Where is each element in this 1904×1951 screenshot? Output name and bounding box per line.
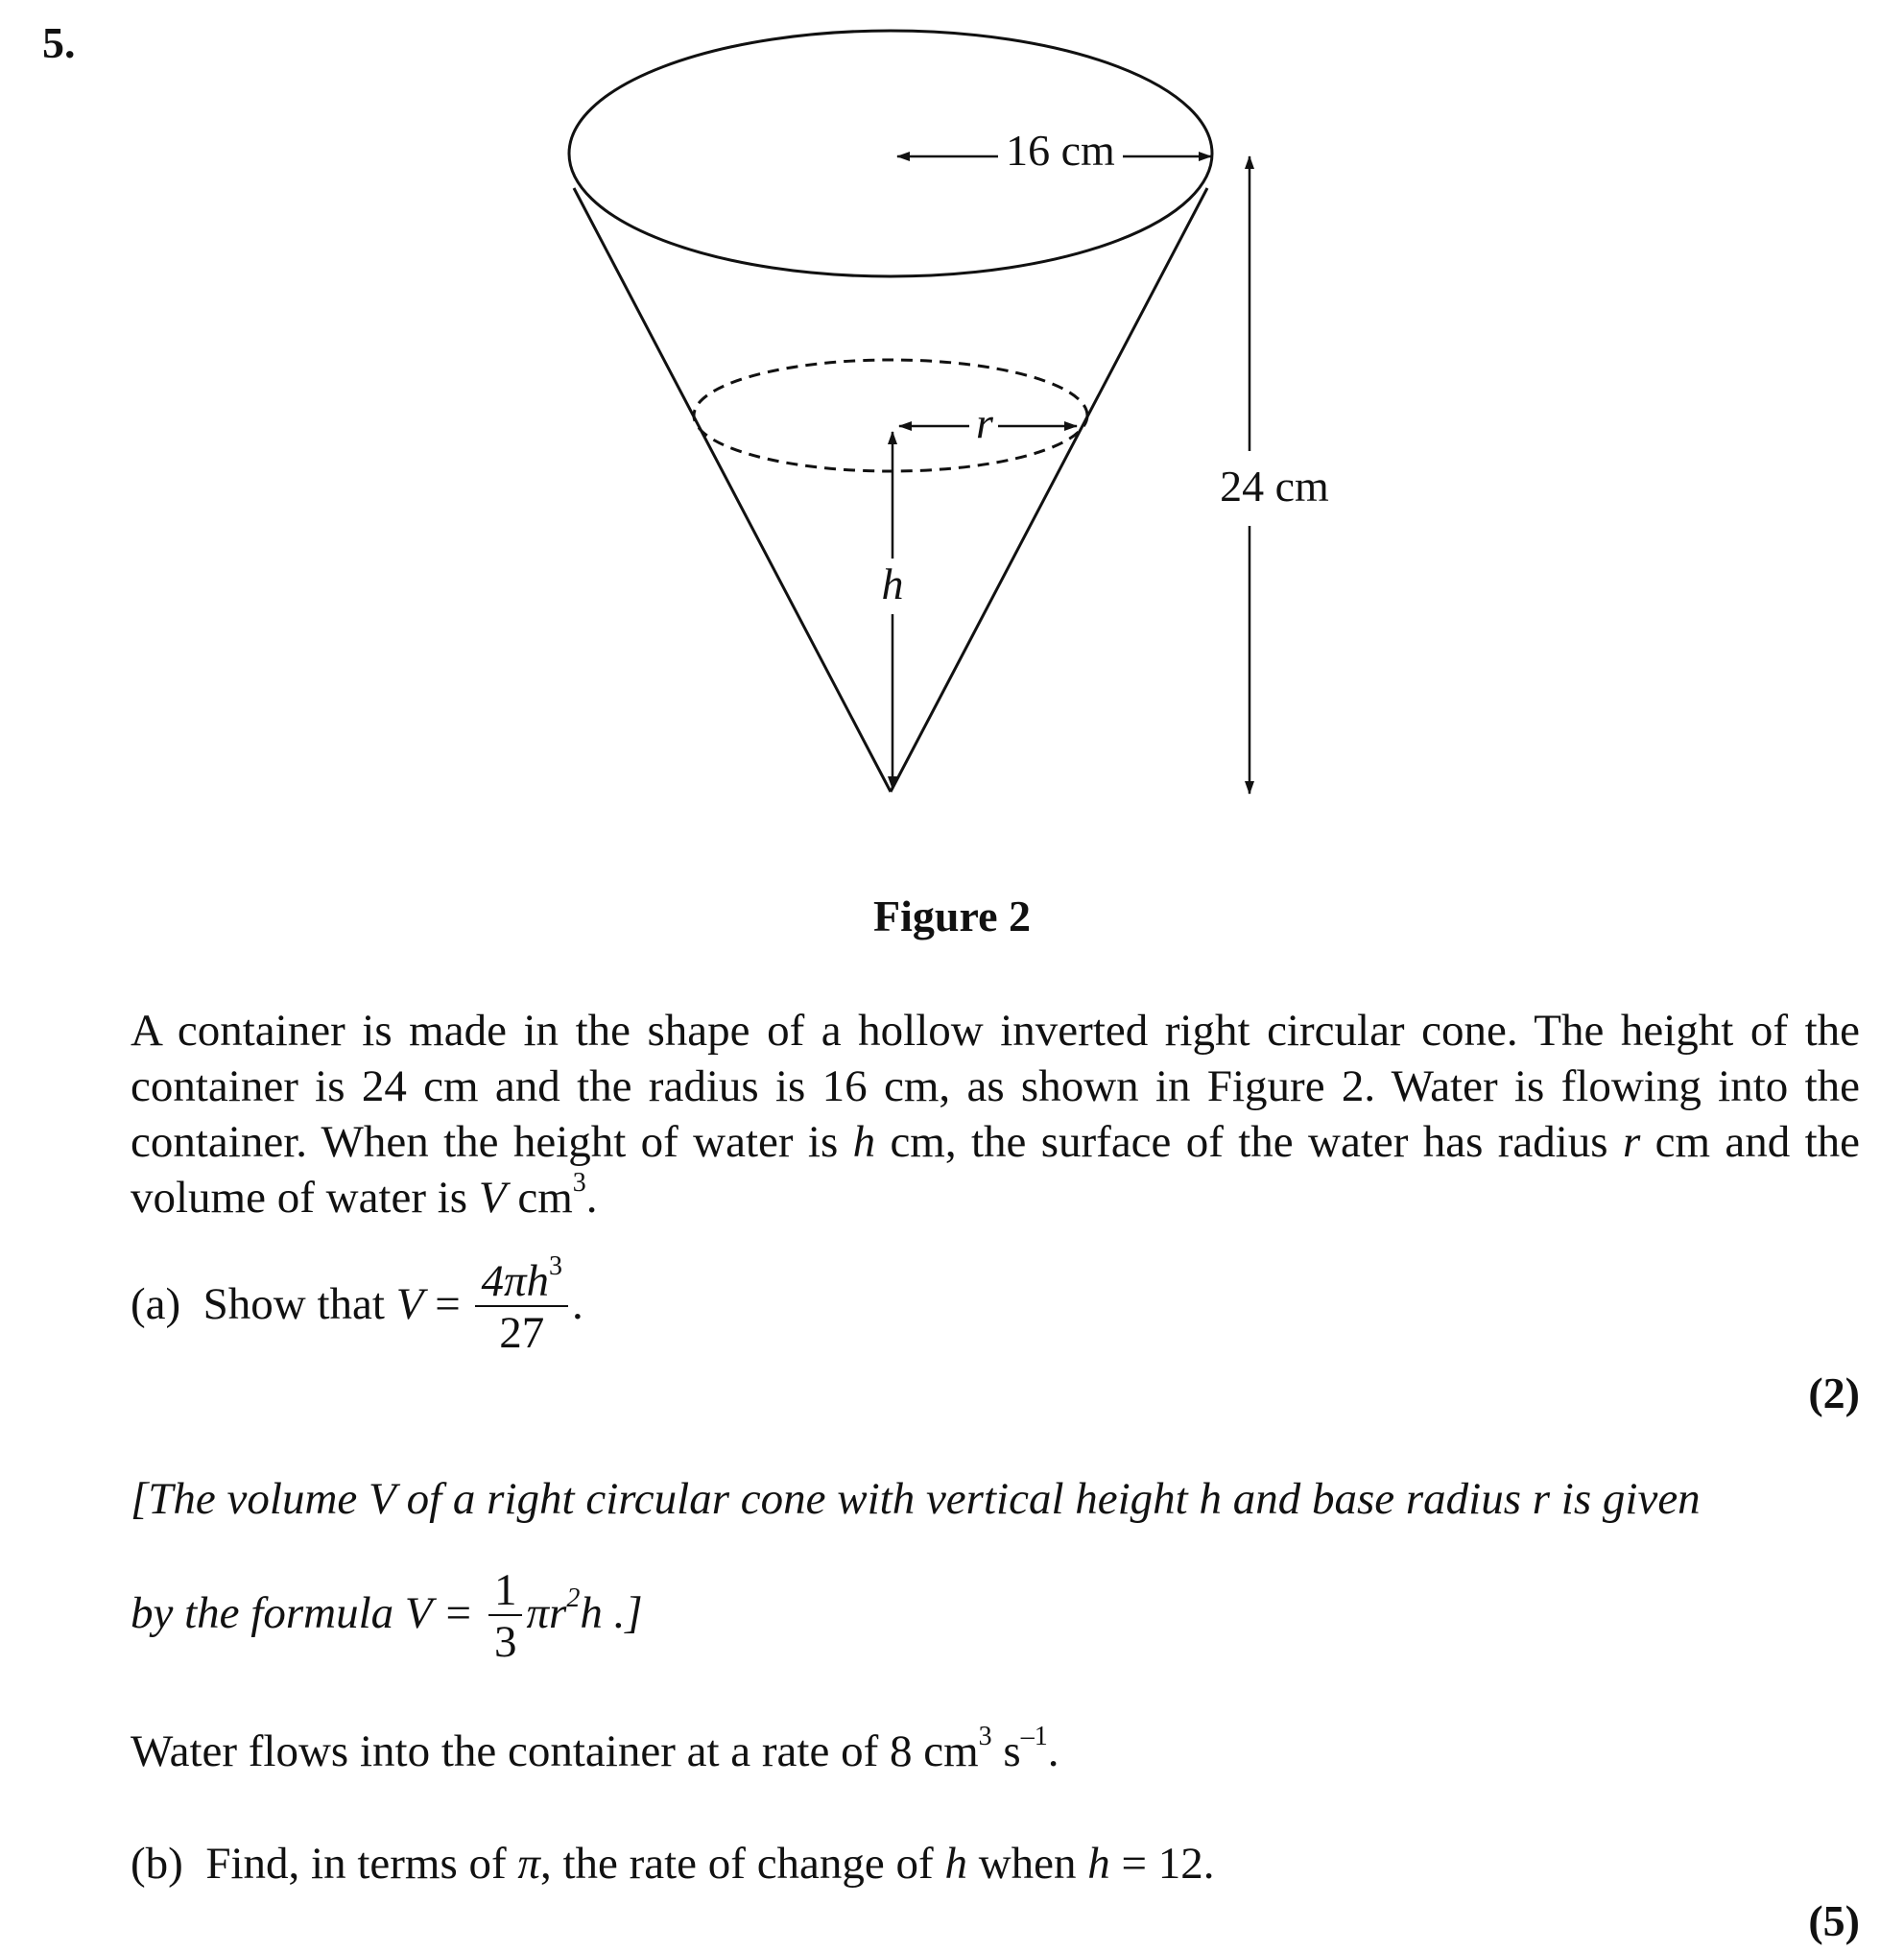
marks-part-b: (5) (1808, 1896, 1860, 1945)
label-top-width: 16 cm (1006, 126, 1115, 175)
figure-caption: Figure 2 (873, 892, 1031, 940)
cone-rim (569, 31, 1212, 276)
marks-part-a: (2) (1808, 1368, 1860, 1417)
flow-rate-text: Water flows into the container at a rate of 8 $cm^3$ $s^{-1}$. (131, 1722, 1059, 1776)
fraction-4pih3-over-27: $\frac{4\pi h^3}{27}$ (475, 1257, 568, 1359)
formula-hint-line2: by the formula V = $\frac{1}{3}$ $\pi r^2h$ .] (131, 1565, 643, 1667)
water-surface (694, 360, 1087, 471)
label-h: h (881, 559, 904, 608)
part-b: (b) Find, in terms of π, the rate of change of h when h = 12. (131, 1839, 1215, 1889)
cone-figure (0, 0, 1904, 864)
cone-side-left (574, 188, 891, 792)
intro-paragraph: A container is made in the shape of a hollow inverted right circular cone. The height of the container is 24 cm and the radius is 16 cm, as shown in Figure 2. Water is flowing into the container. When the height of water is h cm, the surface of the water has radius r cm and the volume of water is V $cm^3$. (131, 1006, 1860, 1223)
question-number: 5. (42, 18, 76, 67)
label-r: r (976, 398, 993, 447)
cone-side-right (891, 188, 1207, 792)
label-height: 24 cm (1220, 462, 1329, 511)
part-a: (a) Show that V = $\frac{4\pi h^3}{27}$ . (131, 1251, 583, 1358)
fraction-one-third: $\frac{1}{3}$ (488, 1566, 523, 1668)
formula-hint-line1: [The volume V of a right circular cone with vertical height h and base radius r is given (131, 1474, 1701, 1524)
